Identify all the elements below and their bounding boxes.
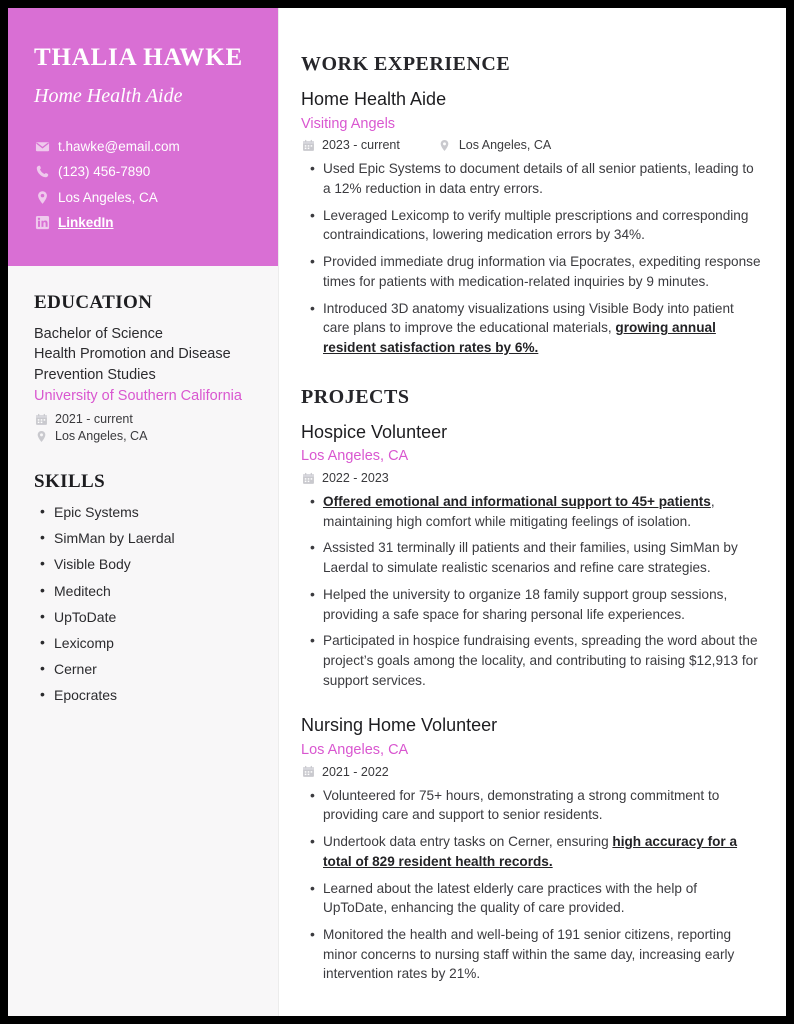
bullet-highlight: growing annual resident satisfaction rates by 6%.	[323, 320, 716, 355]
contact-email[interactable]	[34, 138, 252, 156]
list-item	[323, 925, 764, 984]
sidebar	[8, 8, 279, 1016]
contact-linkedin-text[interactable]: LinkedIn	[58, 215, 114, 231]
project-entry-title: Hospice Volunteer	[301, 421, 448, 442]
work-entry-dates-text: 2023 - current	[322, 138, 400, 153]
education-location-text: Los Angeles, CA	[55, 429, 148, 443]
bullet-text: Provided immediate drug information via Epocrates, expediting response times for patients with medication-related inquiries by 9 minutes.	[323, 254, 761, 289]
phone-icon	[34, 164, 50, 179]
list-item	[323, 832, 764, 871]
calendar-icon	[301, 139, 315, 152]
list-item: • UpToDate	[54, 608, 252, 626]
bullet-text: Volunteered for 75+ hours, demonstrating a strong commitment to providing care and support to senior residents.	[323, 787, 720, 823]
education-degree: Bachelor of Science	[34, 325, 163, 342]
skills-section	[8, 471, 278, 705]
work-entry-location-text: Los Angeles, CA	[458, 138, 552, 153]
education-field: Health Promotion and Disease Prevention Studies	[34, 346, 231, 383]
work-experience-section	[301, 53, 764, 358]
list-item: • Visible Body	[54, 555, 252, 573]
bullet-text: Assisted 31 terminally ill patients and their families, using SimMan by Laerdal to simulate realistic scenarios and refine care strategies.	[323, 540, 738, 576]
location-pin-icon	[34, 190, 50, 205]
location-pin-icon	[438, 139, 452, 152]
projects-section	[301, 386, 764, 984]
project-entry-meta	[301, 471, 764, 488]
project-entry-bullets	[301, 492, 764, 690]
work-entry-company: Visiting Angels	[301, 115, 396, 132]
list-item	[323, 786, 764, 825]
contact-phone-text: (123) 456-7890	[58, 164, 151, 180]
education-dates-text: 2021 - current	[55, 412, 133, 426]
bullet-text: Undertook data entry tasks on Cerner, ensuring	[323, 834, 613, 850]
contact-email-text: t.hawke@email.com	[58, 138, 180, 154]
list-item: • Meditech	[54, 582, 252, 600]
bullet-text: Participated in hospice fundraising events, spreading the word about the project’s goals among the locality, and contributing to raising $12,913 for support services.	[323, 633, 758, 688]
list-item	[323, 631, 764, 690]
bullet-text-post: , maintaining high comfort while mitigating feelings of isolation.	[323, 494, 715, 529]
project-entry-bullets	[301, 786, 764, 984]
education-section	[8, 292, 278, 443]
work-entry	[301, 88, 764, 358]
calendar-icon	[301, 765, 315, 778]
candidate-job-title: Home Health Aide	[34, 84, 183, 107]
bullet-text: Leveraged Lexicomp to verify multiple prescriptions and corresponding contraindications, lowering medication errors by 34%.	[323, 207, 749, 243]
project-entry-title: Nursing Home Volunteer	[301, 715, 498, 736]
list-item	[323, 585, 764, 624]
bullet-text: Used Epic Systems to document details of all senior patients, leading to a 12% reduction in data entry errors.	[323, 161, 754, 197]
bullet-text: Helped the university to organize 18 family support group sessions, providing a safe space for sharing personal life experiences.	[323, 586, 728, 622]
contact-list	[34, 138, 252, 232]
project-entry-meta	[301, 765, 764, 782]
bullet-text: Monitored the health and well-being of 191 senior citizens, reporting minor concerns to nursing staff within the same day, increasing early intervention rates by 21%.	[323, 926, 735, 982]
list-item: • Epocrates	[54, 686, 252, 704]
list-item	[323, 492, 764, 531]
calendar-icon	[34, 413, 48, 426]
contact-location	[34, 189, 252, 207]
project-entry-dates-text: 2021 - 2022	[322, 764, 389, 779]
project-entry	[301, 421, 764, 691]
list-item: • Epic Systems	[54, 503, 252, 521]
bullet-text: Introduced 3D anatomy visualizations using Visible Body into patient care plans to improve the educational materials,	[323, 300, 734, 336]
candidate-name: THALIA HAWKE	[34, 44, 243, 71]
contact-phone[interactable]	[34, 163, 252, 181]
calendar-icon	[301, 472, 315, 485]
list-item	[323, 252, 764, 291]
work-entry-title: Home Health Aide	[301, 89, 447, 109]
projects-heading: PROJECTS	[301, 385, 410, 408]
contact-linkedin[interactable]	[34, 214, 252, 232]
project-entry	[301, 714, 764, 984]
list-item	[323, 538, 764, 577]
email-icon	[34, 139, 50, 154]
skills-list	[34, 503, 252, 705]
project-entry-dates	[301, 471, 389, 485]
list-item: • SimMan by Laerdal	[54, 529, 252, 547]
bullet-highlight: Offered emotional and informational support to 45+ patients	[323, 494, 711, 510]
education-heading: EDUCATION	[34, 291, 153, 313]
education-location	[34, 429, 252, 443]
work-entry-meta	[301, 138, 764, 155]
project-entry-dates-text: 2022 - 2023	[322, 471, 389, 486]
list-item: • Lexicomp	[54, 634, 252, 652]
skills-heading: SKILLS	[34, 471, 106, 492]
contact-location-text: Los Angeles, CA	[58, 189, 158, 205]
linkedin-icon	[34, 215, 50, 230]
education-dates	[34, 412, 252, 426]
work-entry-location	[438, 138, 551, 152]
bullet-text: Learned about the latest elderly care practices with the help of UpToDate, enhancing the quality of care provided.	[323, 880, 698, 916]
bullet-highlight: high accuracy for a total of 829 resident health records.	[323, 834, 738, 869]
project-entry-dates	[301, 765, 389, 779]
list-item	[323, 299, 764, 358]
main-content	[279, 8, 786, 1016]
work-entry-bullets	[301, 159, 764, 357]
list-item	[323, 206, 764, 245]
work-experience-heading: WORK EXPERIENCE	[301, 53, 511, 75]
resume-page	[8, 8, 786, 1016]
location-pin-icon	[34, 430, 48, 443]
sidebar-header	[8, 8, 278, 266]
list-item	[323, 879, 764, 918]
work-entry-dates	[301, 138, 400, 152]
list-item	[323, 159, 764, 198]
education-school: University of Southern California	[34, 388, 242, 405]
project-entry-location: Los Angeles, CA	[301, 741, 409, 758]
list-item: • Cerner	[54, 660, 252, 678]
project-entry-location: Los Angeles, CA	[301, 448, 409, 465]
